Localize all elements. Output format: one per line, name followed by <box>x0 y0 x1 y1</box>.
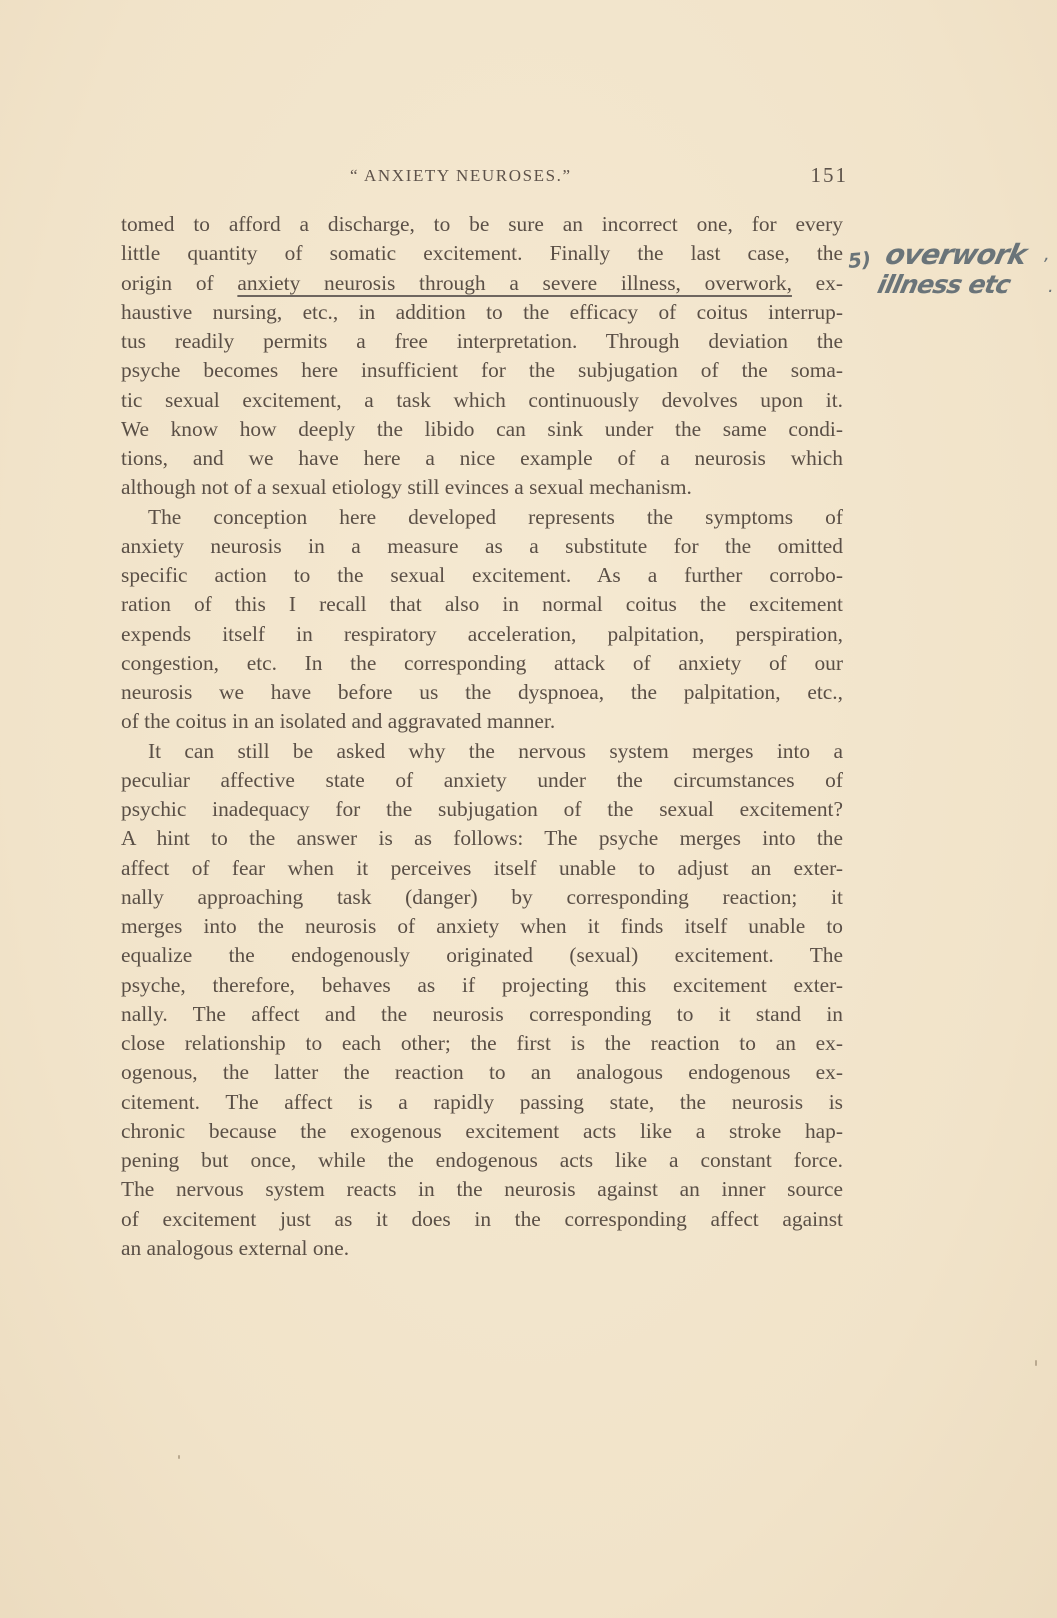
text-line: citement. The affect is a rapidly passing state, the neurosis is <box>121 1089 843 1114</box>
annotation-comma: , <box>1044 244 1050 265</box>
text-line: congestion, etc. In the corresponding attack of anxiety of our <box>121 650 843 675</box>
annotation-dot: . <box>1048 276 1054 297</box>
text-line: nally. The affect and the neurosis corresponding to it stand in <box>121 1001 843 1026</box>
text-line: nally approaching task (danger) by corresponding reaction; it <box>121 884 843 909</box>
text-line: close relationship to each other; the first is the reaction to an ex- <box>121 1031 843 1055</box>
text-line: merges into the neurosis of anxiety when it finds itself unable to <box>121 914 843 938</box>
text-line: an analogous external one. <box>121 1235 350 1260</box>
text-line: tomed to afford a discharge, to be sure an incorrect one, for every <box>121 212 843 236</box>
text-line: anxiety neurosis in a measure as a substitute for the omitted <box>121 533 843 558</box>
text-line: although not of a sexual etiology still evinces a sexual mechanism. <box>121 475 692 500</box>
text-line: of the coitus in an isolated and aggravated manner. <box>121 709 556 734</box>
text-line: The conception here developed represents the symptoms of <box>148 504 843 529</box>
body-text <box>121 210 843 1263</box>
text-line: equalize the endogenously originated (sexual) excitement. The <box>121 943 843 968</box>
page-number: 151 <box>810 163 848 187</box>
text-line: of excitement just as it does in the corresponding affect against <box>121 1206 843 1231</box>
text-line <box>121 269 843 298</box>
text-line: expends itself in respiratory acceleration, palpitation, perspiration, <box>121 621 843 646</box>
handwritten-annotation <box>848 238 1057 308</box>
text-line: tic sexual excitement, a task which continuously devolves upon it. <box>121 387 843 412</box>
text-line: The nervous system reacts in the neurosis against an inner source <box>121 1177 843 1202</box>
text-line: chronic because the exogenous excitement acts like a stroke hap- <box>121 1118 843 1143</box>
paper-speck <box>1035 1360 1037 1366</box>
text-line: specific action to the sexual excitement. As a further corrobo- <box>121 563 843 587</box>
text-line: tus readily permits a free interpretation. Through deviation the <box>121 329 843 353</box>
text-line: We know how deeply the libido can sink under the same condi- <box>121 416 843 441</box>
annotation-word-illness: illness etc <box>874 270 1013 299</box>
text-line: ogenous, the latter the reaction to an analogous endogenous ex- <box>121 1060 843 1085</box>
running-title: “ ANXIETY NEUROSES.” <box>350 166 572 185</box>
text-line: ration of this I recall that also in normal coitus the excitement <box>121 592 843 617</box>
text-line: psyche becomes here insufficient for the subjugation of the soma- <box>121 358 843 383</box>
text-line: tions, and we have here a nice example of a neurosis which <box>121 446 843 470</box>
text-line: pening but once, while the endogenous acts like a constant force. <box>121 1148 843 1172</box>
text-line: affect of fear when it perceives itself unable to adjust an exter- <box>121 855 843 880</box>
text-line: peculiar affective state of anxiety under the circumstances of <box>121 767 843 792</box>
underlined-passage: anxiety neurosis through a severe illness, overwork, <box>237 270 792 295</box>
running-head <box>120 160 848 190</box>
text-line: neurosis we have before us the dyspnoea, the palpitation, etc., <box>121 680 843 704</box>
paper-speck <box>178 1455 180 1459</box>
text-line: haustive nursing, etc., in addition to the efficacy of coitus interrup- <box>121 299 843 324</box>
text-line: psyche, therefore, behaves as if projecting this excitement exter- <box>121 972 843 997</box>
text-line: psychic inadequacy for the subjugation of the sexual excitement? <box>121 797 843 821</box>
text-line: It can still be asked why the nervous system merges into a <box>148 738 843 763</box>
text-fragment: ex- <box>791 270 843 295</box>
text-fragment: origin of <box>121 270 238 295</box>
text-line: little quantity of somatic excitement. Finally the last case, the <box>121 241 843 266</box>
text-line: A hint to the answer is as follows: The psyche merges into the <box>121 826 843 851</box>
annotation-word-overwork: overwork <box>882 238 1030 271</box>
annotation-number: 5) <box>846 247 873 273</box>
